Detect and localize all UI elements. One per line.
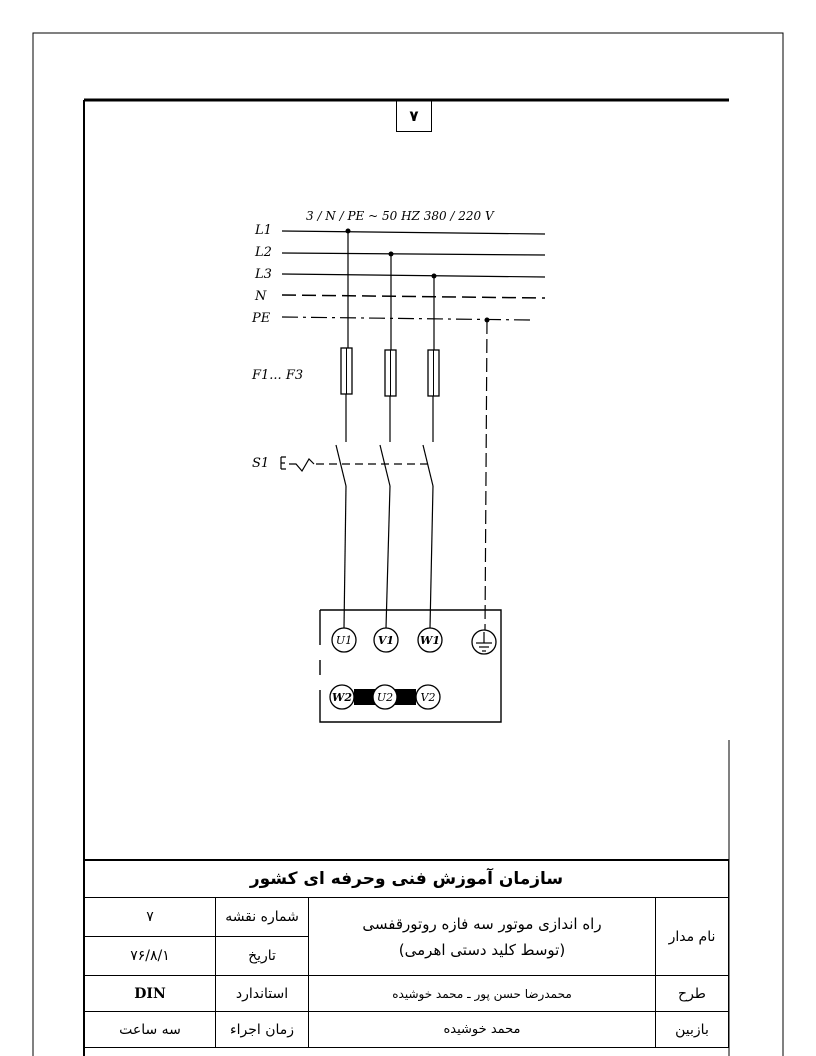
design-label: طرح <box>656 976 729 1012</box>
terminal-v2-label: V2 <box>420 691 436 704</box>
bus-l1 <box>282 231 545 234</box>
terminal-u2-label: U2 <box>376 691 394 704</box>
line-label-l1: L1 <box>255 223 272 238</box>
line-label-l3: L3 <box>255 267 272 282</box>
lever-actuator-symbol <box>281 457 314 471</box>
switch-contact-2 <box>380 445 390 486</box>
designers-value: محمدرضا حسن پور ـ محمد خوشیده <box>309 976 656 1012</box>
date-label: تاریخ <box>216 937 309 976</box>
exec-time-value: سه ساعت <box>85 1012 216 1048</box>
switch-contact-3 <box>423 445 433 486</box>
reviewer-value: محمد خوشیده <box>309 1012 656 1048</box>
organization-name: سازمان آموزش فنی وحرفه ای کشور <box>85 860 729 898</box>
bus-pe <box>282 317 530 320</box>
bus-l2 <box>282 253 545 255</box>
pe-drop <box>485 320 487 630</box>
switch-contact-1 <box>336 445 346 486</box>
fuse-label: F1... F3 <box>252 368 304 383</box>
terminal-v1-label: V1 <box>377 634 395 647</box>
switch-label: S1 <box>252 456 270 471</box>
sheet-number-label: شماره نقشه <box>216 898 309 937</box>
sheet-number-value: ۷ <box>85 898 216 937</box>
line-label-l2: L2 <box>255 245 272 260</box>
wire-s1-w1 <box>430 486 433 628</box>
terminal-u1-label: U1 <box>335 634 353 647</box>
exec-time-label: زمان اجراء <box>216 1012 309 1048</box>
wire-s1-v1 <box>386 486 390 628</box>
sheet-number-tab: ۷ <box>396 101 432 132</box>
circuit-name-line1: راه اندازی موتور سه فازه روتورقفسی <box>362 914 602 933</box>
circuit-name-value <box>309 898 656 976</box>
wire-s1-u1 <box>344 486 346 628</box>
standard-label: استاندارد <box>216 976 309 1012</box>
line-label-n: N <box>255 289 267 304</box>
terminal-w2-label: W2 <box>331 691 353 704</box>
terminal-w1-label: W1 <box>419 634 441 647</box>
circuit-name-label: نام مدار <box>656 898 729 976</box>
date-value: ۷۶/۸/۱ <box>85 937 216 976</box>
bus-l3 <box>282 274 545 277</box>
standard-value: DIN <box>85 976 216 1012</box>
line-label-pe: PE <box>252 311 271 326</box>
reviewer-label: بازبین <box>656 1012 729 1048</box>
circuit-name-line2: (توسط کلید دستی اهرمی) <box>398 940 566 959</box>
supply-label: 3 / N / PE ~ 50 HZ 380 / 220 V <box>306 209 494 223</box>
title-block <box>84 859 729 1048</box>
bus-n <box>282 295 545 298</box>
